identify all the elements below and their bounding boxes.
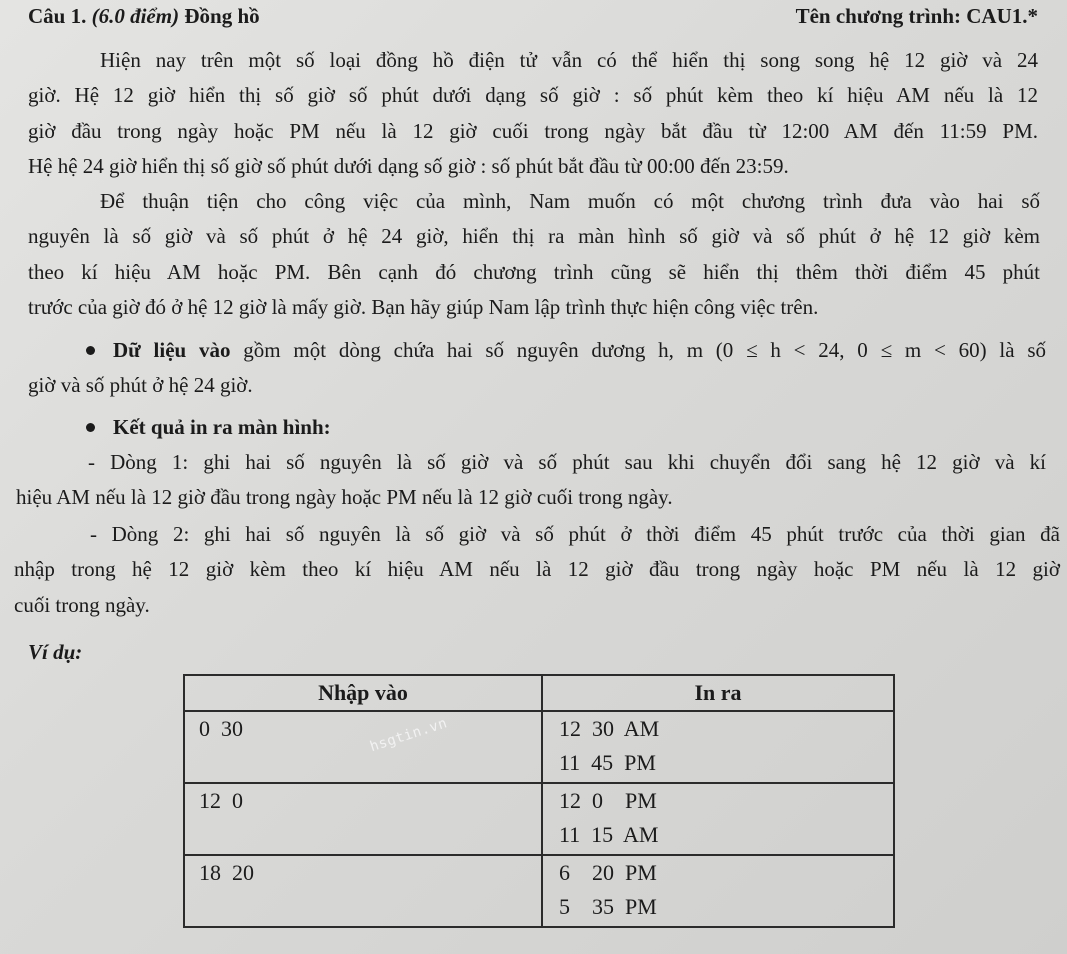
paragraph-task	[28, 184, 1040, 325]
paragraph-line: - Dòng 1: ghi hai số nguyên là số giờ và số phút sau khi chuyển đổi sang hệ 12 giờ và kí	[88, 450, 1046, 474]
paragraph-line: nhập trong hệ 12 giờ kèm theo kí hiệu AM nếu là 12 giờ đầu trong ngày hoặc PM nếu là 12 giờ	[14, 557, 1060, 582]
table-row	[184, 783, 894, 855]
input-section-line2: giờ và số phút ở hệ 24 giờ.	[28, 373, 253, 397]
output-line: 12 30 AM	[559, 716, 660, 741]
output-line: 6 20 PM	[559, 860, 657, 885]
input-section-text: gồm một dòng chứa hai số nguyên dương h, m (0 ≤ h < 24, 0 ≤ m < 60) là số	[243, 338, 1047, 362]
output-section-title: Kết quả in ra màn hình:	[113, 415, 331, 439]
table-cell-input: 0 30	[184, 711, 542, 783]
paragraph-line: hiệu AM nếu là 12 giờ đầu trong ngày hoặc PM nếu là 12 giờ cuối trong ngày.	[16, 485, 673, 510]
paragraph-line: giờ đầu trong ngày hoặc PM nếu là 12 giờ cuối trong ngày bắt đầu từ 12:00 AM đến 11:59 PM.	[28, 118, 1038, 143]
paragraph-line: Hệ hệ 24 giờ hiển thị số giờ số phút dưới dạng số giờ : số phút bắt đầu từ 00:00 đến 23:59.	[28, 153, 789, 178]
paragraph-line: theo kí hiệu AM hoặc PM. Bên cạnh đó chương trình cũng sẽ hiển thị thêm thời điểm 45 phút	[28, 259, 1040, 284]
table-header-input: Nhập vào	[184, 675, 542, 711]
table-cell-output	[542, 783, 894, 855]
question-topic: Đồng hồ	[184, 4, 260, 28]
output-line: 11 15 AM	[559, 822, 659, 847]
input-section-line	[28, 333, 1046, 368]
example-label: Ví dụ:	[28, 640, 83, 664]
output-line: 5 35 PM	[559, 894, 657, 919]
question-title	[28, 4, 260, 29]
paragraph-line: nguyên là số giờ và số phút ở hệ 24 giờ, hiển thị ra màn hình số giờ và số phút ở hệ 12 giờ kèm	[28, 224, 1040, 249]
question-points: (6.0 điểm)	[91, 4, 180, 28]
output-line: 12 0 PM	[559, 788, 657, 813]
paragraph-line: cuối trong ngày.	[14, 592, 150, 617]
bullet-icon	[86, 346, 95, 355]
bullet-icon	[86, 423, 95, 432]
question-header	[28, 4, 1038, 34]
table-cell-input: 12 0	[184, 783, 542, 855]
table-header-row	[184, 675, 894, 711]
paragraph-line: - Dòng 2: ghi hai số nguyên là số giờ và số phút ở thời điểm 45 phút trước của thời gian đã	[90, 522, 1060, 546]
input-section	[28, 333, 1046, 403]
output-line2-desc	[14, 517, 1060, 623]
paragraph-intro	[28, 43, 1038, 184]
output-section-title-row	[86, 410, 331, 445]
paragraph-line: Hiện nay trên một số loại đồng hồ điện tử vẫn có thể hiển thị song song hệ 12 giờ và 24	[100, 48, 1038, 72]
question-label: Câu 1.	[28, 4, 87, 28]
table-header-output: In ra	[542, 675, 894, 711]
table-cell-output	[542, 855, 894, 927]
watermark: hsgtin.vn	[368, 715, 450, 756]
output-line1-desc	[16, 445, 1046, 516]
table-cell-output	[542, 711, 894, 783]
table-cell-input: 18 20	[184, 855, 542, 927]
paragraph-line: giờ. Hệ 12 giờ hiển thị số giờ số phút dưới dạng số giờ : số phút kèm theo kí hiệu AM nếu là 12	[28, 83, 1038, 108]
program-name: Tên chương trình: CAU1.*	[795, 4, 1038, 28]
output-line: 11 45 PM	[559, 750, 656, 775]
example-table	[183, 674, 895, 928]
table-row	[184, 711, 894, 783]
input-section-title: Dữ liệu vào	[113, 338, 231, 362]
paragraph-line: Để thuận tiện cho công việc của mình, Nam muốn có một chương trình đưa vào hai số	[100, 189, 1040, 213]
paragraph-line: trước của giờ đó ở hệ 12 giờ là mấy giờ. Bạn hãy giúp Nam lập trình thực hiện công việc trên.	[28, 294, 819, 319]
table-row	[184, 855, 894, 927]
